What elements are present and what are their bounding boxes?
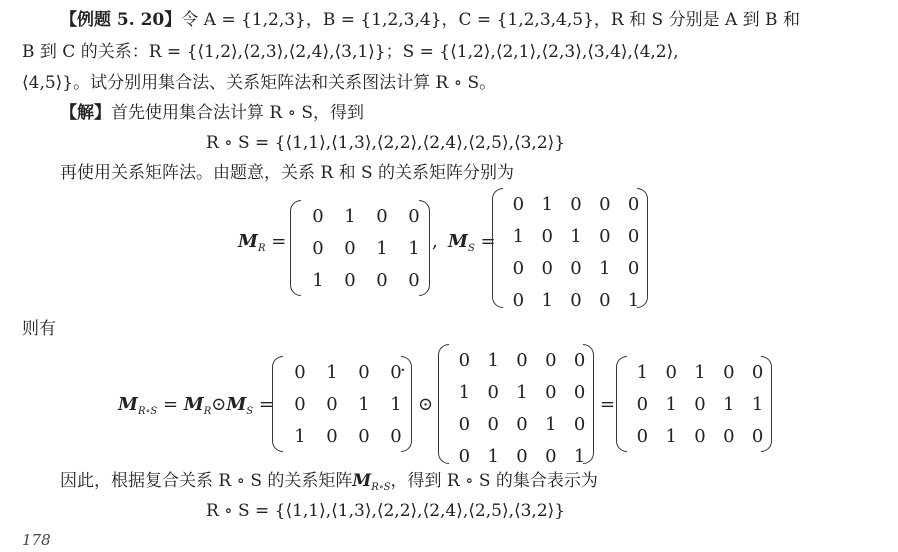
example-tag: 【例题 5. 20】 xyxy=(60,10,182,30)
matrix-mr-2-cell: 0 xyxy=(294,393,306,415)
then-text: 则有 xyxy=(22,319,56,339)
matrix-ms-2-cell: 0 xyxy=(487,413,499,435)
stray-dot: · xyxy=(400,360,406,381)
solution-line-1 xyxy=(60,101,364,125)
example-line-1 xyxy=(60,8,800,32)
matrix-mr-2 xyxy=(272,356,412,452)
matrix-ms-2-cell: 0 xyxy=(516,349,528,371)
mr-label: $M_R$ = xyxy=(238,231,287,254)
matrix-ms-2-cell: 0 xyxy=(573,349,586,371)
matrix-mr-cell: 1 xyxy=(376,237,388,259)
matrix-ms-cell: 0 xyxy=(627,193,640,215)
matrix-mrs-cell: 1 xyxy=(665,393,677,415)
matrix-mr-cell: 1 xyxy=(312,269,324,291)
matrix-mrs-cell: 0 xyxy=(751,361,764,383)
matrix-ms-cell: 0 xyxy=(627,257,640,279)
matrix-ms-cell: 0 xyxy=(570,193,582,215)
matrix-ms-cell: 1 xyxy=(512,225,525,247)
matrix-ms-2-cell: 1 xyxy=(516,381,528,403)
mrs-equation-label: $M_{R\circ S}$ = $M_R⊙M_S$ = xyxy=(118,394,274,417)
matrix-ms-2-cell: 0 xyxy=(458,445,471,467)
matrix-mr-2-table xyxy=(284,356,412,452)
matrix-ms-2-cell: 0 xyxy=(516,445,528,467)
matrix-mr-cell: 1 xyxy=(344,205,356,227)
matrix-mr xyxy=(290,200,430,296)
matrix-mr-cell: 0 xyxy=(312,205,324,227)
matrix-ms-2-cell: 0 xyxy=(545,381,557,403)
equals-sign: = xyxy=(600,394,616,415)
matrix-mrs-cell: 0 xyxy=(723,361,735,383)
matrix-mrs-cell: 1 xyxy=(751,393,764,415)
matrix-mrs-cell: 1 xyxy=(665,425,677,447)
matrix-ms-row xyxy=(504,220,648,252)
matrix-ms-2-cell: 1 xyxy=(458,381,471,403)
matrix-ms-2-row xyxy=(450,376,594,408)
matrix-mr-cell: 0 xyxy=(408,205,420,227)
matrix-ms-row xyxy=(504,252,648,284)
matrix-mrs-cell: 0 xyxy=(694,393,706,415)
matrix-mr-2-cell: 0 xyxy=(294,361,306,383)
matrix-mr-table xyxy=(302,200,430,296)
matrix-ms-2-row xyxy=(450,440,594,472)
matrix-ms-cell: 0 xyxy=(599,225,611,247)
matrix-mrs-cell: 0 xyxy=(665,361,677,383)
matrix-mr-cell: 0 xyxy=(312,237,324,259)
matrix-mr-cell: 0 xyxy=(344,269,356,291)
matrix-ms-2-cell: 0 xyxy=(545,349,557,371)
comma-sep: , xyxy=(432,231,438,252)
matrix-mr-2-cell: 1 xyxy=(326,361,338,383)
matrix-ms-cell: 0 xyxy=(627,225,640,247)
matrix-ms-2-cell: 0 xyxy=(458,349,471,371)
matrix-ms-cell: 0 xyxy=(541,257,553,279)
matrix-mr-2-cell: 1 xyxy=(294,425,306,447)
matrix-mrs-cell: 0 xyxy=(636,393,649,415)
matrix-mr-2-cell: 0 xyxy=(326,393,338,415)
matrix-ms-2-cell: 1 xyxy=(487,349,499,371)
matrix-ms-2-cell: 0 xyxy=(487,381,499,403)
odot-operator: ⊙ xyxy=(418,394,434,415)
matrix-ms-cell: 0 xyxy=(570,257,582,279)
matrix-ms-2-cell: 1 xyxy=(487,445,499,467)
ms-label: $M_S$ = xyxy=(448,231,496,254)
matrix-mr-row xyxy=(302,232,430,264)
matrix-ms-2-cell: 1 xyxy=(573,445,586,467)
matrix-ms xyxy=(492,188,648,311)
matrix-mr-2-cell: 1 xyxy=(358,393,370,415)
matrix-ms-row xyxy=(504,188,648,220)
matrix-mr-2-cell: 0 xyxy=(358,425,370,447)
final-set: R ∘ S = {⟨1,1⟩,⟨1,3⟩,⟨2,2⟩,⟨2,4⟩,⟨2,5⟩,⟨3,2⟩} xyxy=(206,501,566,521)
matrix-ms-2-cell: 0 xyxy=(573,413,586,435)
matrix-ms-2-row xyxy=(450,408,594,440)
matrix-mrs-cell: 1 xyxy=(723,393,735,415)
matrix-ms-cell: 0 xyxy=(599,193,611,215)
matrix-mr-2-cell: 0 xyxy=(358,361,370,383)
matrix-ms-cell: 1 xyxy=(541,193,553,215)
matrix-ms-cell: 0 xyxy=(541,225,553,247)
matrix-mr-row xyxy=(302,264,430,296)
matrix-mr-2-row xyxy=(284,356,412,388)
matrix-mrs-row xyxy=(628,420,772,452)
page-number: 178 xyxy=(22,531,51,549)
matrix-ms-cell: 1 xyxy=(599,257,611,279)
matrix-ms-cell: 0 xyxy=(512,257,525,279)
matrix-ms-cell: 0 xyxy=(599,289,611,311)
matrix-mrs-cell: 0 xyxy=(723,425,735,447)
matrix-ms-cell: 0 xyxy=(570,289,582,311)
matrix-mrs xyxy=(616,356,772,452)
matrix-mr-2-row xyxy=(284,420,412,452)
matrix-mrs-cell: 0 xyxy=(636,425,649,447)
matrix-ms-2-cell: 0 xyxy=(516,413,528,435)
matrix-mr-cell: 0 xyxy=(344,237,356,259)
example-line-1-text: 令 A = {1,2,3}，B = {1,2,3,4}，C = {1,2,3,4,5}，R 和 S 分别是 A 到 B 和 xyxy=(181,10,800,30)
matrix-mrs-cell: 1 xyxy=(694,361,706,383)
matrix-ms-cell: 1 xyxy=(570,225,582,247)
matrix-mr-row xyxy=(302,200,430,232)
matrix-ms-2-cell: 0 xyxy=(458,413,471,435)
matrix-ms-2-table xyxy=(450,344,594,472)
matrix-ms-2-cell: 1 xyxy=(545,413,557,435)
matrix-ms-cell: 1 xyxy=(627,289,640,311)
matrix-mrs-row xyxy=(628,356,772,388)
matrix-mrs-cell: 0 xyxy=(751,425,764,447)
matrix-mr-2-cell: 1 xyxy=(390,393,402,415)
matrix-intro: 再使用关系矩阵法。由题意，关系 R 和 S 的关系矩阵分别为 xyxy=(60,163,515,183)
matrix-mrs-cell: 1 xyxy=(636,361,649,383)
matrix-mr-cell: 1 xyxy=(408,237,420,259)
example-line-3: ⟨4,5⟩}。试分别用集合法、关系矩阵法和关系图法计算 R ∘ S。 xyxy=(22,73,497,93)
matrix-mr-2-cell: 0 xyxy=(326,425,338,447)
matrix-ms-cell: 1 xyxy=(541,289,553,311)
matrix-ms-2-row xyxy=(450,344,594,376)
matrix-ms-2-cell: 0 xyxy=(545,445,557,467)
matrix-mr-2-cell: 0 xyxy=(390,425,402,447)
matrix-ms-2 xyxy=(438,344,594,467)
matrix-mrs-row xyxy=(628,388,772,420)
matrix-ms-table xyxy=(504,188,648,316)
matrix-ms-cell: 0 xyxy=(512,193,525,215)
matrix-mr-2-row xyxy=(284,388,412,420)
matrix-mrs-cell: 0 xyxy=(694,425,706,447)
set-result: R ∘ S = {⟨1,1⟩,⟨1,3⟩,⟨2,2⟩,⟨2,4⟩,⟨2,5⟩,⟨3,2⟩} xyxy=(206,133,566,153)
example-line-2: B 到 C 的关系：R = {⟨1,2⟩,⟨2,3⟩,⟨2,4⟩,⟨3,1⟩}；S = {⟨1,2⟩,⟨2,1⟩,⟨2,3⟩,⟨3,4⟩,⟨4,2⟩, xyxy=(22,42,679,62)
matrix-mr-cell: 0 xyxy=(376,205,388,227)
matrix-mr-cell: 0 xyxy=(376,269,388,291)
matrix-mr-cell: 0 xyxy=(408,269,420,291)
solution-line-1-text: 首先使用集合法计算 R ∘ S，得到 xyxy=(111,103,364,123)
matrix-ms-cell: 0 xyxy=(512,289,525,311)
matrix-ms-2-cell: 0 xyxy=(573,381,586,403)
matrix-ms-row xyxy=(504,284,648,316)
conclusion-line: 因此，根据复合关系 R ∘ S 的关系矩阵$M_{R\circ S}$，得到 R ∘ S 的集合表示为 xyxy=(60,471,598,493)
solution-tag: 【解】 xyxy=(60,103,111,123)
matrix-mr-2-cell: 0 xyxy=(390,361,402,383)
matrix-mrs-table xyxy=(628,356,772,452)
